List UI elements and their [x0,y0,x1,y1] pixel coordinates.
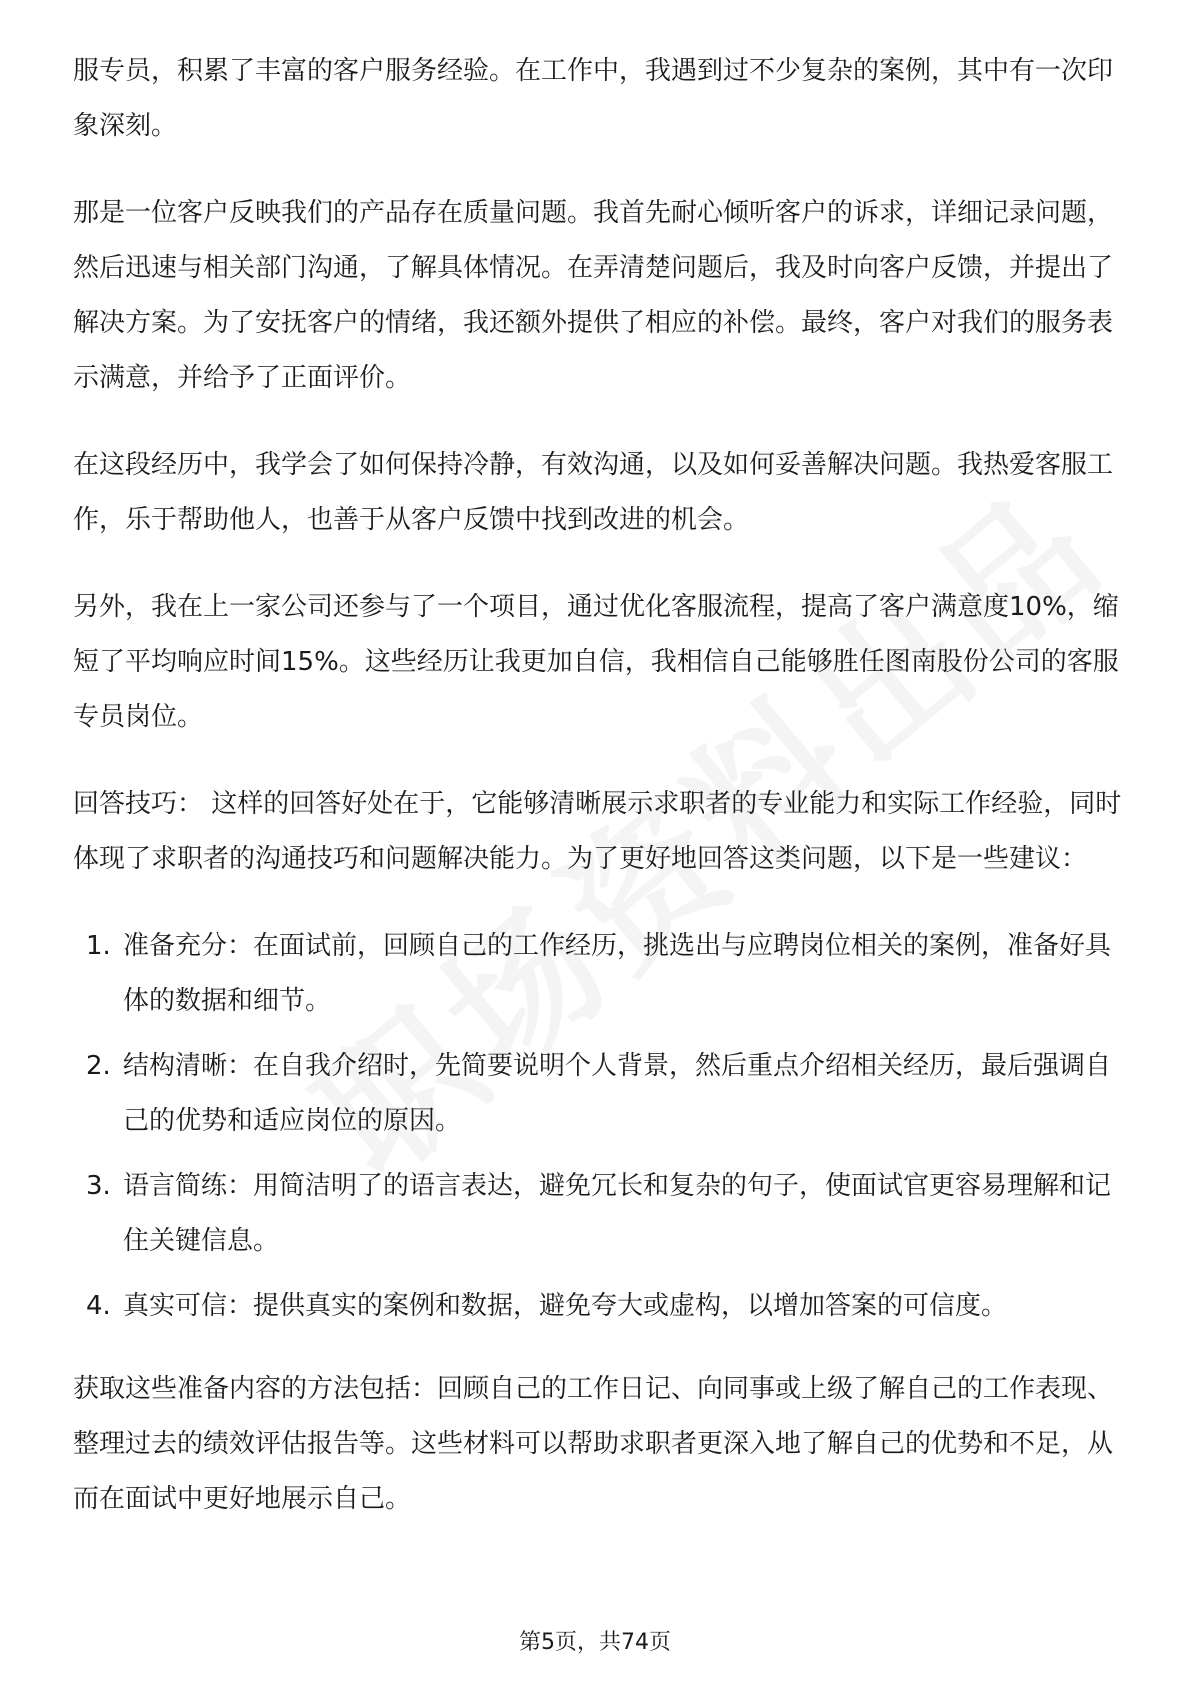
answer-tips-paragraph: 回答技巧： 这样的回答好处在于，它能够清晰展示求职者的专业能力和实际工作经验，同时体现了求职者的沟通技巧和问题解决能力。为了更好地回答这类问题，以下是一些建议： [73,789,1122,874]
list-item-number: 1. [86,931,111,961]
list-item-text: 语言简练：用简洁明了的语言表达，避免冗长和复杂的句子，使面试官更容易理解和记住关键信息。 [123,1171,1112,1256]
paragraph-3: 在这段经历中，我学会了如何保持冷静，有效沟通，以及如何妥善解决问题。我热爱客服工作，乐于帮助他人，也善于从客户反馈中找到改进的机会。 [73,450,1114,535]
list-item-number: 2. [86,1051,111,1081]
paragraph-2: 那是一位客户反映我们的产品存在质量问题。我首先耐心倾听客户的诉求，详细记录问题，然后迅速与相关部门沟通，了解具体情况。在弄清楚问题后，我及时向客户反馈，并提出了解决方案。为了安抚客户的情绪，我还额外提供了相应的补偿。最终，客户对我们的服务表示满意，并给予了正面评价。 [73,198,1114,393]
list-item-number: 3. [86,1171,111,1201]
list-item [73,1159,1133,1269]
paragraph-4: 另外，我在上一家公司还参与了一个项目，通过优化客服流程，提高了客户满意度10%，缩短了平均响应时间15%。这些经历让我更加自信，我相信自己能够胜任图南股份公司的客服专员岗位。 [73,592,1119,732]
list-item [73,1279,1133,1334]
list-item-text: 准备充分：在面试前，回顾自己的工作经历，挑选出与应聘岗位相关的案例，准备好具体的数据和细节。 [123,931,1112,1016]
list-item [73,919,1133,1029]
list-item [73,1039,1133,1149]
closing-paragraph: 获取这些准备内容的方法包括：回顾自己的工作日记、向同事或上级了解自己的工作表现、整理过去的绩效评估报告等。这些材料可以帮助求职者更深入地了解自己的优势和不足，从而在面试中更好地展示自己。 [73,1374,1114,1514]
document-body [73,44,1133,1559]
list-item-text: 结构清晰：在自我介绍时，先简要说明个人背景，然后重点介绍相关经历，最后强调自己的优势和适应岗位的原因。 [123,1051,1112,1136]
tips-list [73,919,1133,1334]
page-number: 第5页，共74页 [519,1630,671,1655]
list-item-number: 4. [86,1291,111,1321]
paragraph-1: 服专员，积累了丰富的客户服务经验。在工作中，我遇到过不少复杂的案例，其中有一次印象深刻。 [73,56,1114,141]
list-item-text: 真实可信：提供真实的案例和数据，避免夸大或虚构，以增加答案的可信度。 [123,1291,1008,1321]
